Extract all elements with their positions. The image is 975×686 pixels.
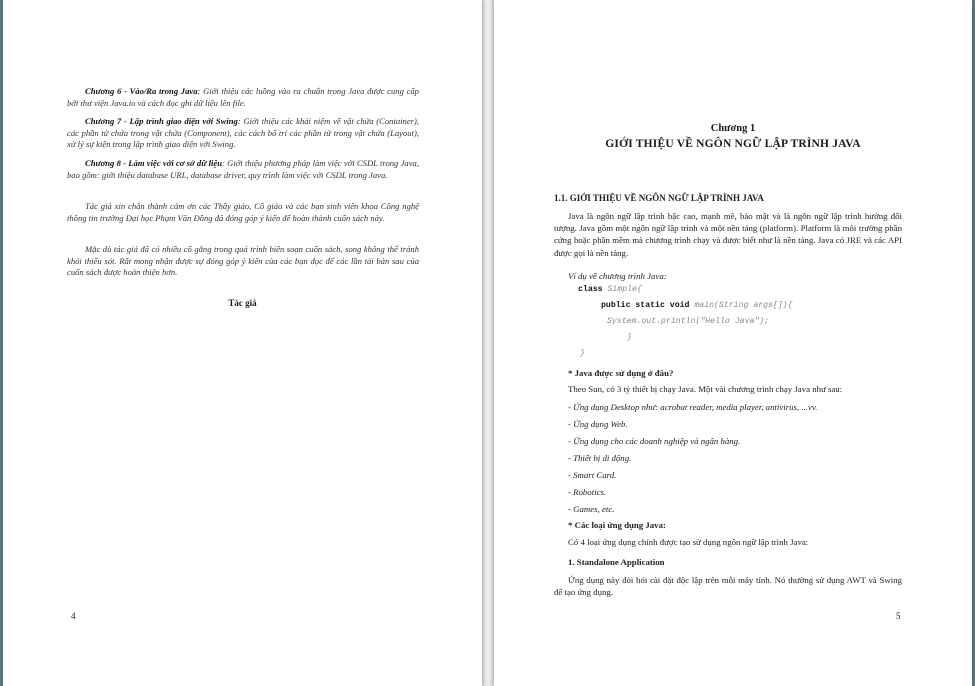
code-keyword-class: class [578,285,603,294]
paragraph-thanks [67,201,419,224]
use-item: - Smart Card. [568,470,617,480]
chapter-8-lead: Chương 8 - Làm việc với cơ sở dữ liệu [85,158,222,168]
use-item: - Games, etc. [568,504,615,514]
code-line-2 [601,300,793,312]
code-main-signature: main(String args[]){ [689,301,793,310]
section-title: 1.1. GIỚI THIỆU VỀ NGÔN NGỮ LẬP TRÌNH JAVA [554,193,764,203]
example-label: Ví dụ về chương trình Java: [568,271,667,281]
chapter-number: Chương 1 [710,123,756,134]
app1-text: Ứng dụng này đòi hỏi cài đặt độc lập trên mỗi máy tính. Nó thường sử dụng AWT và Swing để tạo ứng dụng. [554,575,902,598]
page-number-right: 5 [896,611,901,621]
page-5 [494,0,972,686]
app1-heading: 1. Standalone Application [568,557,665,567]
use-item: - Ứng dụng Web. [568,419,628,429]
chapter-7-text: : Giới thiệu các khái niệm về vật chứa (Container), các phần tử chứa trong vật chứa (Component), các cách bố trí các phần tử trong vật chứa (Layout), xử lý sự kiện trong lập trình giao diện với Swing. [67,116,420,150]
apology-text: Mặc dù tác giả đã có nhiều cố gắng trong quá trình biên soạn cuốn sách, song không thể tránh khỏi thiếu sót. Rất mong nhận được sự đóng góp ý kiến của các bạn đọc để các lần tái bản sau của cuốn sách được hoàn thiện hơn. [67,244,419,278]
chapter-7-lead: Chương 7 - Lập trình giao diện với Swing [85,116,238,126]
code-line-1 [578,284,642,296]
chapter-6-lead: Chương 6 - Vào/Ra trong Java [85,86,198,96]
intro-paragraph: Java là ngôn ngữ lập trình bậc cao, mạnh mẽ, bảo mật và là ngôn ngữ lập trình hướng đối tượng. Java gồm một ngôn ngữ lập trình và một nền tảng (platform). Platform là môi trường phần cứng hoặc phần mềm mà chương trình chạy và được biết như là nền tảng. Java có JRE và các API được gọi là nền tảng. [554,211,902,258]
page-number-left: 4 [71,611,76,621]
use-item: - Ứng dụng Desktop như: acrobat reader, media player, antivirus, ...vv. [568,402,818,412]
where-heading: * Java được sử dụng ở đâu? [568,368,674,378]
code-class-name: Simple{ [602,285,642,294]
paragraph-apology [67,244,419,279]
code-println: System.out.println("Hello Java"); [607,317,770,326]
types-heading: * Các loại ứng dụng Java: [568,520,666,530]
chapter-8-text: : Giới thiệu phương pháp làm việc với CSDL trong Java, bao gồm: giới thiệu database URL, database driver, quy trình làm việc với CSDL trong Java. [67,158,419,180]
code-line-5 [580,348,585,360]
types-text: Có 4 loại ứng dụng chính được tạo sử dụng ngôn ngữ lập trình Java: [568,537,809,547]
paragraph-chapter-7 [67,116,419,151]
paragraph-chapter-6 [67,86,419,109]
code-brace-outer: } [580,349,585,358]
code-keyword-main: public static void [601,301,690,310]
where-text: Theo Sun, có 3 tỷ thiết bị chạy Java. Một vài chương trình chạy Java như sau: [568,384,843,394]
chapter-title: GIỚI THIỆU VỀ NGÔN NGỮ LẬP TRÌNH JAVA [605,138,861,150]
page-gutter [482,0,494,686]
chapter-6-text: : Giới thiệu các luồng vào ra chuẩn trong Java được cung cấp bởi thư viện Java.io và cách đọc ghi dữ liệu lên file. [67,86,419,108]
page-4 [3,0,482,686]
code-brace-inner: } [627,333,632,342]
use-item: - Thiết bị di động. [568,453,632,463]
use-item: - Ứng dụng cho các doanh nghiệp và ngân hàng. [568,436,741,446]
code-line-4 [627,332,632,344]
thanks-text: Tác giả xin chân thành cảm ơn các Thầy giáo, Cô giáo và các bạn sinh viên khoa Công nghệ thông tin trường Đại học Phạm Văn Đồng đã đóng góp ý kiến để hoàn thành cuốn sách này. [67,201,419,223]
paragraph-chapter-8 [67,158,419,181]
author-signature: Tác giả [228,298,257,308]
code-line-3 [607,316,769,328]
use-item: - Robotics. [568,487,607,497]
